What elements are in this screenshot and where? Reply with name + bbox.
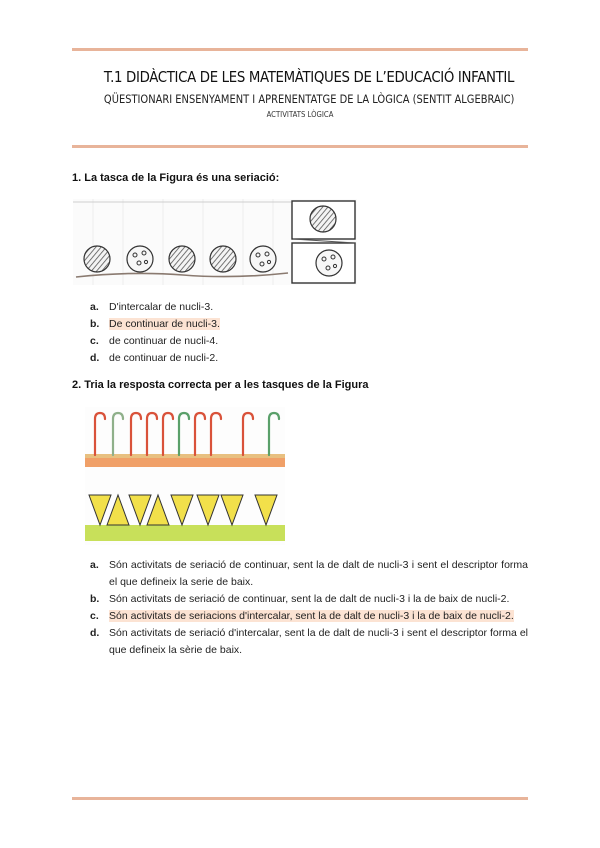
- question-2: 2. Tria la resposta correcta per a les tasques de la Figura: [72, 379, 369, 391]
- option-text: De continuar de nucli-3.: [109, 318, 220, 330]
- option-text: Són activitats de seriació d'intercalar, sent la de dalt de nucli-3 i sent el descriptor forma el que defineix la sèrie de baix.: [109, 627, 528, 656]
- option-label: b.: [90, 593, 100, 605]
- option-label: c.: [90, 610, 99, 622]
- option-2b[interactable]: [90, 591, 528, 608]
- document-header: [72, 68, 528, 119]
- option-label: a.: [90, 301, 99, 313]
- option-2c[interactable]: [90, 608, 528, 625]
- option-1b[interactable]: [90, 316, 528, 333]
- option-2d[interactable]: [90, 625, 528, 659]
- option-2a[interactable]: [90, 557, 528, 591]
- option-text: de continuar de nucli-2.: [109, 352, 219, 364]
- question-2-options: [90, 557, 528, 659]
- figure-canes-triangles: [85, 407, 285, 545]
- option-label: a.: [90, 559, 99, 571]
- question-1-options: [90, 299, 528, 367]
- bottom-rule: [72, 797, 528, 800]
- option-label: d.: [90, 352, 100, 364]
- option-text: Són activitats de seriacions d'intercalar, sent la de dalt de nucli-3 i la de baix de nucli-2.: [109, 610, 514, 622]
- figure-balls-series: [73, 199, 357, 285]
- option-text: Són activitats de seriació de continuar, sent la de dalt de nucli-3 i sent el descriptor forma el que defineix la serie de baix.: [109, 559, 528, 588]
- header-rule: [72, 145, 528, 148]
- top-rule: [72, 48, 528, 51]
- option-1a[interactable]: [90, 299, 528, 316]
- option-text: Són activitats de seriació de continuar, sent la de dalt de nucli-3 i la de baix de nucli-2.: [109, 593, 510, 605]
- option-1c[interactable]: [90, 333, 528, 350]
- option-label: b.: [90, 318, 100, 330]
- option-1d[interactable]: [90, 350, 528, 367]
- document-subtitle: QÜESTIONARI ENSENYAMENT I APRENENTATGE DE LA LÒGICA (SENTIT ALGEBRAIC): [103, 92, 515, 106]
- option-label: c.: [90, 335, 99, 347]
- question-1: 1. La tasca de la Figura és una seriació:: [72, 172, 280, 184]
- section-label: ACTIVITATS LÒGICA: [266, 110, 334, 119]
- option-text: D'intercalar de nucli-3.: [109, 301, 214, 313]
- option-label: d.: [90, 627, 100, 639]
- option-text: de continuar de nucli-4.: [109, 335, 219, 347]
- document-title: T.1 DIDÀCTICA DE LES MATEMÀTIQUES DE L’EDUCACIÓ INFANTIL: [103, 68, 515, 86]
